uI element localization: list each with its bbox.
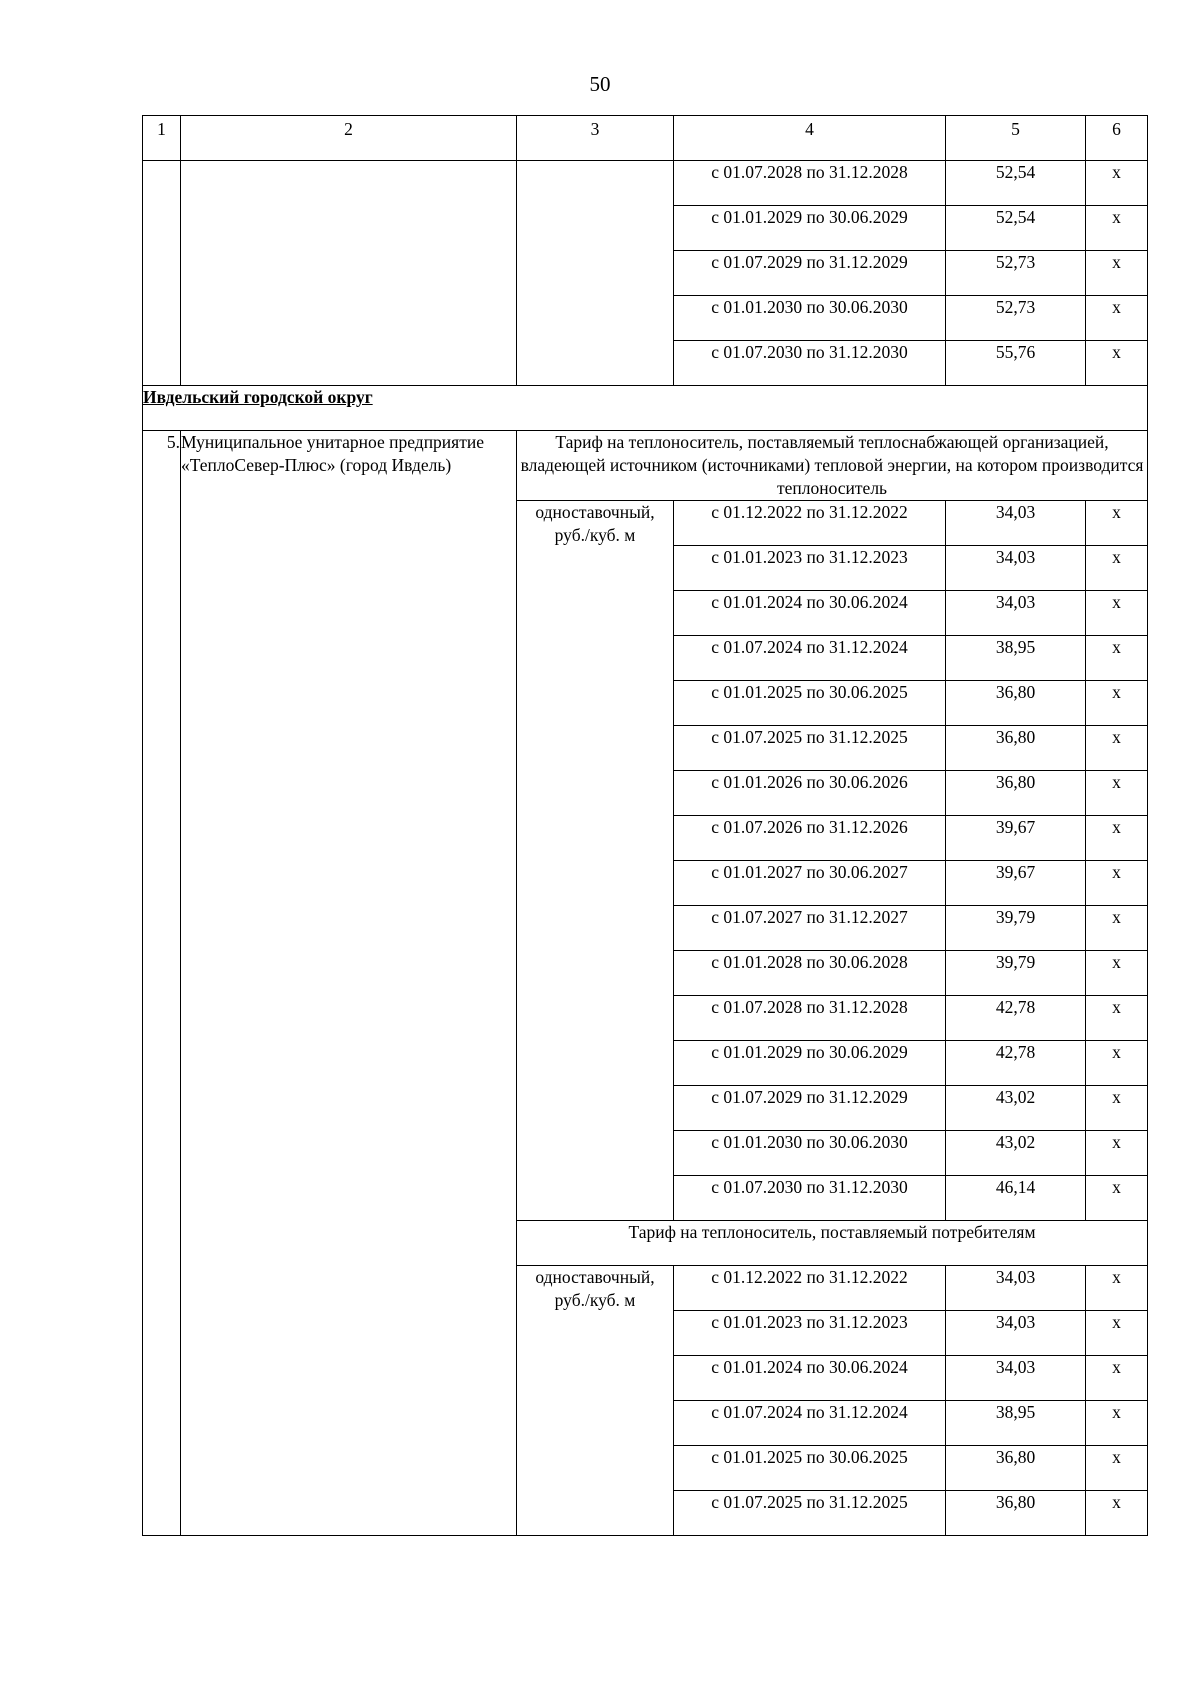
entry-number: 5. [143, 431, 181, 1536]
mark-cell: х [1086, 501, 1148, 546]
group-description-row [143, 431, 1148, 501]
value-cell: 36,80 [946, 1491, 1086, 1536]
period-cell: с 01.01.2025 по 30.06.2025 [674, 1446, 946, 1491]
mark-cell: х [1086, 816, 1148, 861]
value-cell: 43,02 [946, 1086, 1086, 1131]
value-cell: 34,03 [946, 1266, 1086, 1311]
value-cell: 34,03 [946, 591, 1086, 636]
tariff-table-body [143, 116, 1148, 1536]
rate-type-cell [517, 161, 674, 386]
column-header-3: 3 [517, 116, 674, 161]
mark-cell: х [1086, 726, 1148, 771]
period-cell: с 01.01.2026 по 30.06.2026 [674, 771, 946, 816]
mark-cell: х [1086, 251, 1148, 296]
period-cell: с 01.07.2029 по 31.12.2029 [674, 1086, 946, 1131]
group-description: Тариф на теплоноситель, поставляемый потребителям [517, 1221, 1148, 1266]
period-cell: с 01.07.2030 по 31.12.2030 [674, 1176, 946, 1221]
mark-cell: х [1086, 1401, 1148, 1446]
value-cell: 39,79 [946, 951, 1086, 996]
period-cell: с 01.01.2029 по 30.06.2029 [674, 206, 946, 251]
value-cell: 39,67 [946, 861, 1086, 906]
section-row [143, 386, 1148, 431]
mark-cell: х [1086, 681, 1148, 726]
section-title: Ивдельский городской округ [143, 386, 1148, 431]
column-header-4: 4 [674, 116, 946, 161]
mark-cell: х [1086, 1311, 1148, 1356]
mark-cell: х [1086, 951, 1148, 996]
value-cell: 34,03 [946, 501, 1086, 546]
mark-cell: х [1086, 206, 1148, 251]
value-cell: 38,95 [946, 636, 1086, 681]
value-cell: 52,54 [946, 206, 1086, 251]
rate-type: одноставочный, руб./куб. м [517, 501, 674, 1221]
value-cell: 52,73 [946, 251, 1086, 296]
value-cell: 52,54 [946, 161, 1086, 206]
value-cell: 42,78 [946, 996, 1086, 1041]
mark-cell: х [1086, 341, 1148, 386]
period-cell: с 01.07.2026 по 31.12.2026 [674, 816, 946, 861]
period-cell: с 01.01.2023 по 31.12.2023 [674, 1311, 946, 1356]
value-cell: 52,73 [946, 296, 1086, 341]
mark-cell: х [1086, 771, 1148, 816]
mark-cell: х [1086, 1176, 1148, 1221]
table-row [143, 161, 1148, 206]
value-cell: 36,80 [946, 771, 1086, 816]
mark-cell: х [1086, 1041, 1148, 1086]
period-cell: с 01.01.2028 по 30.06.2028 [674, 951, 946, 996]
mark-cell: х [1086, 161, 1148, 206]
period-cell: с 01.01.2029 по 30.06.2029 [674, 1041, 946, 1086]
period-cell: с 01.01.2023 по 31.12.2023 [674, 546, 946, 591]
period-cell: с 01.07.2024 по 31.12.2024 [674, 1401, 946, 1446]
mark-cell: х [1086, 861, 1148, 906]
value-cell: 34,03 [946, 1311, 1086, 1356]
value-cell: 39,79 [946, 906, 1086, 951]
period-cell: с 01.07.2029 по 31.12.2029 [674, 251, 946, 296]
mark-cell: х [1086, 296, 1148, 341]
value-cell: 42,78 [946, 1041, 1086, 1086]
page-number: 50 [589, 72, 611, 96]
mark-cell: х [1086, 1266, 1148, 1311]
mark-cell: х [1086, 906, 1148, 951]
number-cell [143, 161, 181, 386]
period-cell: с 01.01.2030 по 30.06.2030 [674, 296, 946, 341]
mark-cell: х [1086, 1131, 1148, 1176]
period-cell: с 01.01.2027 по 30.06.2027 [674, 861, 946, 906]
period-cell: с 01.12.2022 по 31.12.2022 [674, 1266, 946, 1311]
mark-cell: х [1086, 636, 1148, 681]
mark-cell: х [1086, 996, 1148, 1041]
period-cell: с 01.01.2024 по 30.06.2024 [674, 591, 946, 636]
value-cell: 39,67 [946, 816, 1086, 861]
header-row [143, 116, 1148, 161]
rate-type: одноставочный, руб./куб. м [517, 1266, 674, 1536]
value-cell: 36,80 [946, 681, 1086, 726]
period-cell: с 01.07.2025 по 31.12.2025 [674, 1491, 946, 1536]
value-cell: 36,80 [946, 726, 1086, 771]
period-cell: с 01.01.2030 по 30.06.2030 [674, 1131, 946, 1176]
value-cell: 43,02 [946, 1131, 1086, 1176]
mark-cell: х [1086, 1491, 1148, 1536]
column-header-2: 2 [181, 116, 517, 161]
mark-cell: х [1086, 546, 1148, 591]
period-cell: с 01.12.2022 по 31.12.2022 [674, 501, 946, 546]
value-cell: 36,80 [946, 1446, 1086, 1491]
column-header-6: 6 [1086, 116, 1148, 161]
group-description: Тариф на теплоноситель, поставляемый теплоснабжающей организацией, владеющей источником (источниками) тепловой энергии, на котором производится теплоноситель [517, 431, 1148, 501]
organization-name: Муниципальное унитарное предприятие «ТеплоСевер-Плюс» (город Ивдель) [181, 431, 517, 1536]
period-cell: с 01.07.2027 по 31.12.2027 [674, 906, 946, 951]
value-cell: 34,03 [946, 546, 1086, 591]
mark-cell: х [1086, 1086, 1148, 1131]
organization-cell [181, 161, 517, 386]
period-cell: с 01.07.2028 по 31.12.2028 [674, 161, 946, 206]
column-header-5: 5 [946, 116, 1086, 161]
tariff-table [142, 115, 1148, 1536]
period-cell: с 01.07.2028 по 31.12.2028 [674, 996, 946, 1041]
value-cell: 38,95 [946, 1401, 1086, 1446]
value-cell: 34,03 [946, 1356, 1086, 1401]
value-cell: 55,76 [946, 341, 1086, 386]
period-cell: с 01.07.2030 по 31.12.2030 [674, 341, 946, 386]
mark-cell: х [1086, 1356, 1148, 1401]
mark-cell: х [1086, 591, 1148, 636]
period-cell: с 01.01.2025 по 30.06.2025 [674, 681, 946, 726]
period-cell: с 01.07.2024 по 31.12.2024 [674, 636, 946, 681]
period-cell: с 01.01.2024 по 30.06.2024 [674, 1356, 946, 1401]
value-cell: 46,14 [946, 1176, 1086, 1221]
mark-cell: х [1086, 1446, 1148, 1491]
column-header-1: 1 [143, 116, 181, 161]
period-cell: с 01.07.2025 по 31.12.2025 [674, 726, 946, 771]
